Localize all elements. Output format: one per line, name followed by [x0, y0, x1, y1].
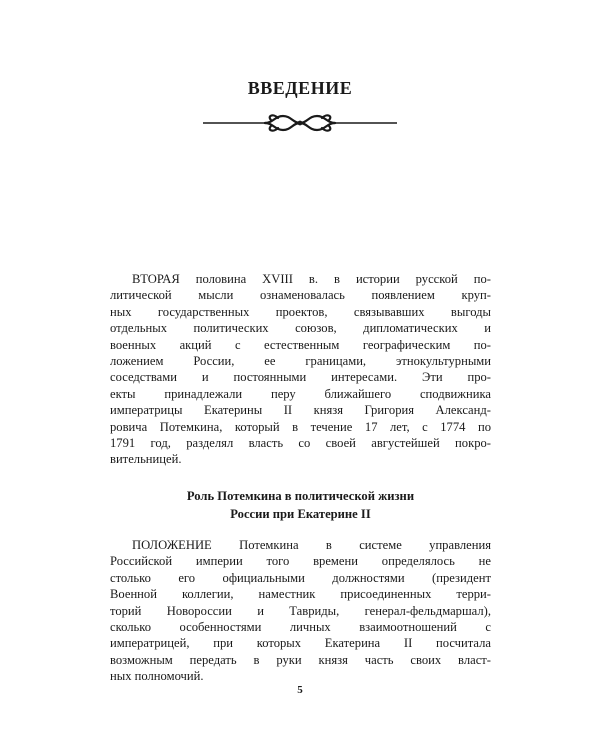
text-line: торий Новороссии и Тавриды, генерал-фельдмаршал), — [110, 603, 491, 618]
text-line: военных акций с естественным географическим по- — [110, 337, 491, 352]
text-line: ных государственных проектов, связывавших выгоды — [110, 304, 491, 319]
text-line: литической мысли ознаменовалась появлением круп- — [110, 288, 491, 303]
text-line: соседствами и постоянными интересами. Эти про- — [110, 370, 491, 385]
text-line: ровича Потемкина, который в течение 17 лет, с 1774 по — [110, 419, 491, 434]
intro-paragraph — [110, 271, 491, 468]
text-line: Российской империи того времени определялось не — [110, 554, 491, 569]
section-heading-line: России при Екатерине II — [230, 507, 371, 521]
text-line: 1791 год, разделял власть со своей августейшей покро- — [110, 436, 491, 451]
text-line: императрицей, при которых Екатерина II посчитала — [110, 636, 491, 651]
scroll-ornament-icon — [203, 112, 397, 134]
text-line: столько его официальными должностями (президент — [110, 570, 491, 585]
text-line: ПОЛОЖЕНИЕ Потемкина в системе управления — [132, 538, 491, 552]
section-heading-line: Роль Потемкина в политической жизни — [186, 489, 415, 503]
text-line: возможным передать в руки князя часть своих власт- — [110, 652, 491, 667]
text-line: ных полномочий. — [110, 669, 204, 684]
text-line: императрицы Екатерины II князя Григория Александ- — [110, 403, 491, 418]
text-line: ложением России, ее границами, этнокультурными — [110, 354, 491, 369]
text-line: вительницей. — [110, 452, 182, 467]
page-number: 5 — [297, 684, 303, 696]
text-line: сколько особенностями личных взаимоотношений с — [110, 620, 491, 635]
text-line: Военной коллегии, наместник присоединенных терри- — [110, 587, 491, 602]
section-heading — [110, 487, 491, 523]
chapter-title: ВВЕДЕНИЕ — [247, 78, 353, 98]
text-line: отдельных политических союзов, дипломатических и — [110, 321, 491, 336]
section-paragraph — [110, 537, 491, 685]
text-line: ВТОРАЯ половина XVIII в. в истории русской по- — [132, 272, 491, 286]
text-line: екты принадлежали перу ближайшего сподвижника — [110, 386, 491, 401]
